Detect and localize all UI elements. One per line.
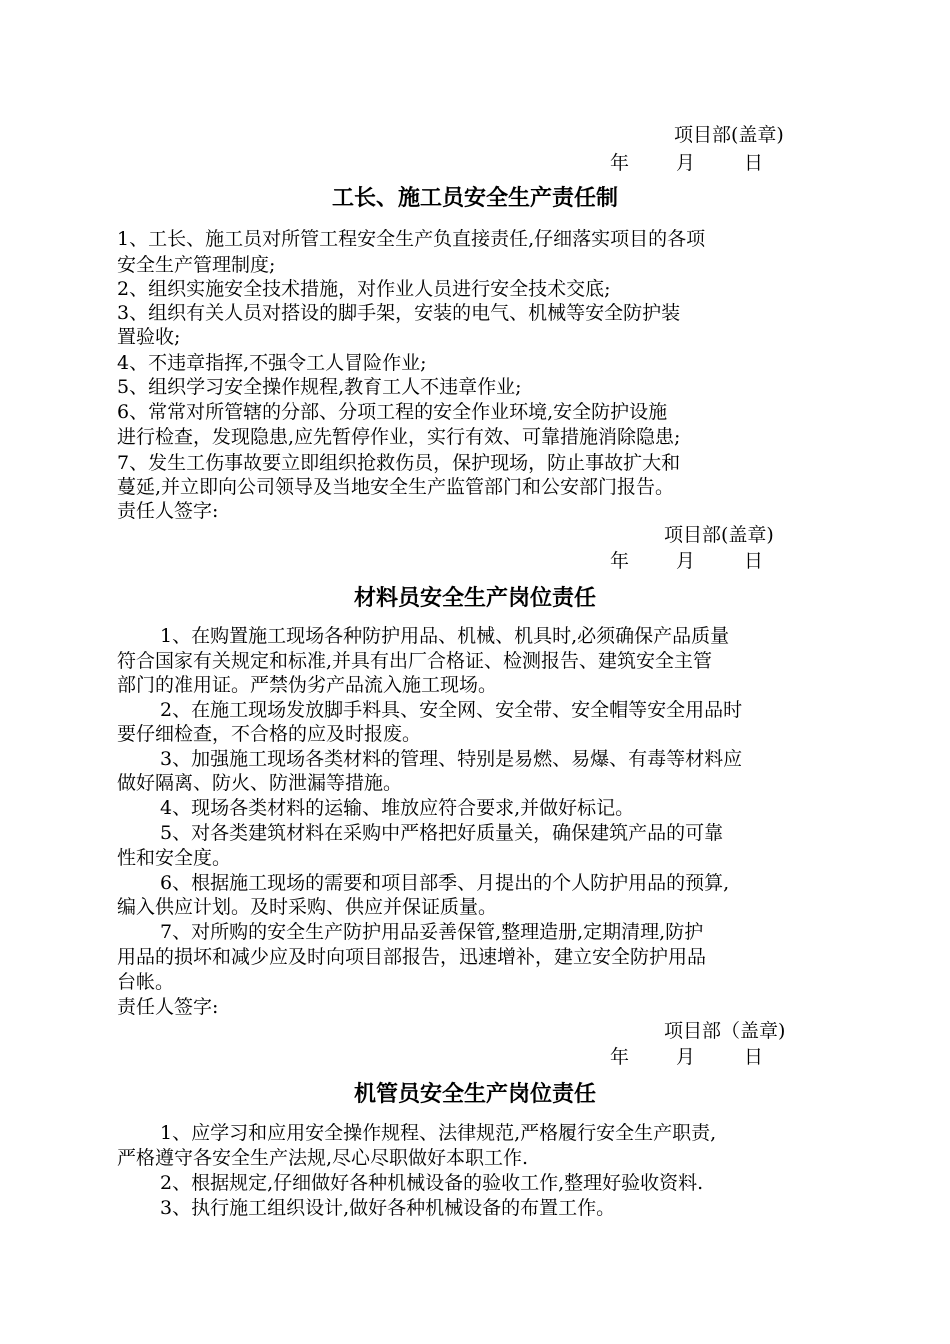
section1-line: 6、常常对所管辖的分部、分项工程的安全作业环境,安全防护设施 bbox=[117, 401, 668, 423]
section-title-machinery: 机管员安全生产岗位责任 bbox=[353, 1082, 596, 1107]
section2-signer: 责任人签字: bbox=[117, 996, 219, 1018]
section1-signer: 责任人签字: bbox=[117, 500, 219, 522]
section2-line: 3、加强施工现场各类材料的管理、特别是易燃、易爆、有毒等材料应 bbox=[160, 748, 743, 770]
section2-line: 台帐。 bbox=[117, 971, 175, 993]
section2-month: 月 bbox=[676, 1046, 696, 1068]
section2-line: 部门的准用证。严禁伪劣产品流入施工现场。 bbox=[117, 674, 498, 696]
section1-line: 4、不违章指挥,不强令工人冒险作业; bbox=[117, 352, 427, 374]
section2-line: 4、现场各类材料的运输、堆放应符合要求,并做好标记。 bbox=[160, 797, 635, 819]
section2-line: 编入供应计划。及时采购、供应并保证质量。 bbox=[117, 896, 498, 918]
header-stamp: 项目部(盖章) bbox=[674, 124, 784, 146]
section2-line: 1、在购置施工现场各种防护用品、机械、机具时,必须确保产品质量 bbox=[160, 625, 730, 647]
section1-line: 置验收; bbox=[117, 326, 181, 348]
section-title-foreman: 工长、施工员安全生产责任制 bbox=[331, 186, 618, 211]
header-month: 月 bbox=[676, 152, 696, 174]
section2-line: 7、对所购的安全生产防护用品妥善保管,整理造册,定期清理,防护 bbox=[160, 921, 704, 943]
section3-line: 3、执行施工组织设计,做好各种机械设备的布置工作。 bbox=[160, 1197, 616, 1219]
section1-line: 1、工长、施工员对所管工程安全生产负直接责任,仔细落实项目的各项 bbox=[117, 228, 706, 250]
section2-line: 性和安全度。 bbox=[117, 847, 232, 869]
section2-day: 日 bbox=[744, 1046, 764, 1068]
section2-line: 6、根据施工现场的需要和项目部季、月提出的个人防护用品的预算, bbox=[160, 872, 730, 894]
section3-line: 严格遵守各安全生产法规,尽心尽职做好本职工作. bbox=[117, 1147, 529, 1169]
section2-year: 年 bbox=[610, 1046, 630, 1068]
section1-line: 3、组织有关人员对搭设的脚手架，安装的电气、机械等安全防护装 bbox=[117, 302, 681, 324]
section1-stamp: 项目部(盖章) bbox=[664, 524, 774, 546]
header-year: 年 bbox=[610, 152, 630, 174]
section1-line: 7、发生工伤事故要立即组织抢救伤员，保护现场，防止事故扩大和 bbox=[117, 452, 681, 474]
section3-line: 1、应学习和应用安全操作规程、法律规范,严格履行安全生产职责, bbox=[160, 1122, 717, 1144]
header-day: 日 bbox=[744, 152, 764, 174]
section2-line: 做好隔离、防火、防泄漏等措施。 bbox=[117, 772, 403, 794]
section1-line: 安全生产管理制度; bbox=[117, 254, 276, 276]
section1-line: 5、组织学习安全操作规程,教育工人不违章作业; bbox=[117, 376, 522, 398]
section-title-material: 材料员安全生产岗位责任 bbox=[353, 586, 596, 611]
section1-day: 日 bbox=[744, 550, 764, 572]
section1-line: 2、组织实施安全技术措施，对作业人员进行安全技术交底; bbox=[117, 278, 611, 300]
section1-line: 蔓延,并立即向公司领导及当地安全生产监管部门和公安部门报告。 bbox=[117, 476, 675, 498]
section1-line: 进行检查，发现隐患,应先暂停作业，实行有效、可靠措施消除隐患; bbox=[117, 426, 681, 448]
section2-line: 2、在施工现场发放脚手料具、安全网、安全带、安全帽等安全用品时 bbox=[160, 699, 743, 721]
section3-line: 2、根据规定,仔细做好各种机械设备的验收工作,整理好验收资料. bbox=[160, 1172, 704, 1194]
section2-line: 5、对各类建筑材料在采购中严格把好质量关，确保建筑产品的可靠 bbox=[160, 822, 724, 844]
section2-line: 要仔细检查，不合格的应及时报废。 bbox=[117, 723, 422, 745]
section2-line: 用品的损坏和减少应及时向项目部报告，迅速增补，建立安全防护用品 bbox=[117, 946, 707, 968]
section2-line: 符合国家有关规定和标准,并具有出厂合格证、检测报告、建筑安全主管 bbox=[117, 650, 713, 672]
section1-year: 年 bbox=[610, 550, 630, 572]
section1-month: 月 bbox=[676, 550, 696, 572]
section2-stamp: 项目部（盖章) bbox=[664, 1020, 786, 1042]
